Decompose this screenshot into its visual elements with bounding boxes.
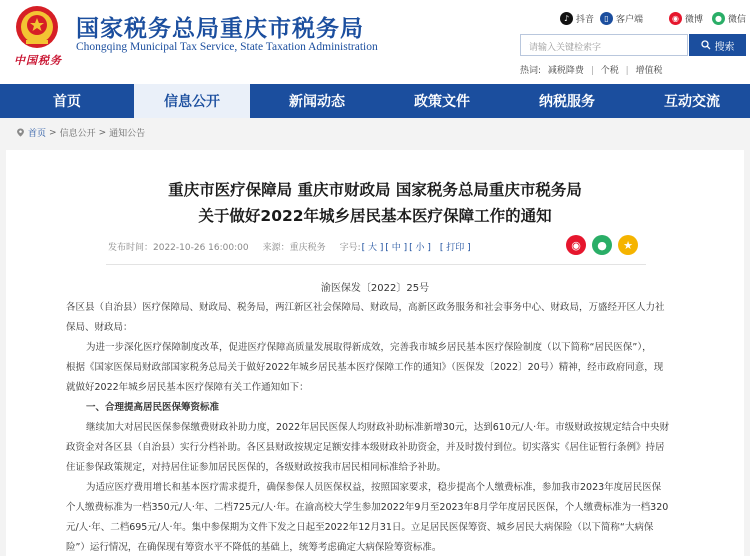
paragraph: 元/人·年、二档695元/人·年。集中参保期为文件下发之日起至2022年12月31日。立足居民医保筹资、城乡居民大病保险（以下简称“大病保: [66, 522, 654, 533]
nav-home[interactable]: 首页: [53, 94, 81, 110]
brand-script: 中国税务: [14, 54, 62, 67]
site-subtitle: Chongqing Municipal Tax Service, State Taxation Administration: [76, 41, 378, 53]
paragraph: 继续加大对居民医保参保缴费财政补助力度，2022年居民医保人均财政补助标准新增30元，达到610元/人·年。市级财政按规定结合中央财: [86, 422, 670, 433]
nav-tax-service[interactable]: 纳税服务: [539, 94, 595, 110]
qzone-share-icon[interactable]: ★: [618, 235, 638, 255]
breadcrumb-home[interactable]: 首页: [28, 129, 47, 139]
paragraph: 各区县（自治县）医疗保障局、财政局、税务局，两江新区社会保障局、财政局，高新区政务服务和社会事务中心、财政局，万盛经开区人力社: [66, 302, 665, 313]
main-nav: [0, 84, 750, 118]
font-size-label: 字号:: [339, 243, 361, 253]
hot-word-link[interactable]: 减税降费: [547, 66, 584, 76]
weibo-icon: ◉: [669, 12, 682, 25]
breadcrumb: 首页 > 信息公开 > 通知公告: [16, 126, 145, 139]
paragraph: 保局、财政局：: [66, 322, 133, 333]
nav-interaction[interactable]: 互动交流: [664, 94, 720, 110]
article-meta: [108, 240, 471, 253]
publish-time: 发布时间：2022-10-26 16:00:00: [108, 243, 249, 253]
font-size-small[interactable]: [ 小 ]: [409, 243, 431, 253]
document-number: 渝医保发〔2022〕25号: [320, 283, 430, 294]
nav-info-public[interactable]: 信息公开: [134, 84, 250, 118]
paragraph: 就做好2022年城乡居民基本医疗保障有关工作通知如下：: [66, 382, 309, 393]
article-title-line1: 重庆市医疗保障局 重庆市财政局 国家税务总局重庆市税务局: [168, 181, 582, 199]
tax-emblem-icon: [12, 4, 62, 50]
site-title[interactable]: 国家税务总局重庆市税务局: [76, 16, 364, 42]
phone-icon: ▯: [600, 12, 613, 25]
wechat-icon: ●: [712, 12, 725, 25]
font-size-medium[interactable]: [ 中 ]: [385, 243, 408, 253]
paragraph: 为进一步深化医疗保障制度改革，促进医疗保障高质量发展取得新成效，完善我市城乡居民基本医疗保险制度（以下简称“居民医保”），: [86, 342, 652, 353]
breadcrumb-info-public[interactable]: 信息公开: [59, 129, 96, 139]
article-title-line2: 关于做好2022年城乡居民基本医疗保障工作的通知: [198, 207, 552, 225]
social-wechat[interactable]: ● 微信: [712, 12, 746, 25]
hot-words: 热词: 减税降费 | 个税 | 增值税: [520, 66, 663, 76]
paragraph: 险”）运行情况，在确保现有筹资水平不降低的基础上，统筹考虑确定大病保险筹资标准。: [66, 542, 442, 553]
location-icon: [16, 128, 25, 137]
social-douyin[interactable]: ♪ 抖音: [560, 12, 594, 25]
weibo-share-icon[interactable]: ◉: [566, 235, 586, 255]
hot-word-link[interactable]: 增值税: [635, 66, 663, 76]
nav-policy[interactable]: 政策文件: [414, 94, 470, 110]
divider: [106, 264, 646, 265]
breadcrumb-notices[interactable]: 通知公告: [109, 129, 146, 139]
site-header: [0, 0, 750, 84]
search-button[interactable]: 搜索: [689, 34, 746, 56]
paragraph: 住证参保政策规定，对持居住证参加居民医保的，各级财政按我市居民相同标准给予补助。: [66, 462, 447, 473]
paragraph: 为适应医疗费用增长和基本医疗需求提升，确保参保人员医保权益，按照国家要求，稳步提高个人缴费标准，参加我市2023年度居民医保: [86, 482, 662, 493]
print-button[interactable]: [ 打印 ]: [439, 243, 471, 253]
paragraph: 政资金对各区县（自治县）实行分档补助。各区县财政按规定足额安排本级财政补助资金，并及时拨付到位。切实落实《居住证暂行条例》持居: [66, 442, 665, 453]
douyin-icon: ♪: [560, 12, 573, 25]
article-source: 来源：重庆税务: [262, 243, 326, 253]
font-size-large[interactable]: [ 大 ]: [361, 243, 384, 253]
paragraph: 根据《国家医保局财政部国家税务总局关于做好2022年城乡居民基本医疗保障工作的通知》（医保发〔2022〕20号）精神，经市政府同意，现: [66, 362, 664, 373]
social-client[interactable]: ▯ 客户端: [600, 12, 643, 25]
paragraph: 个人缴费标准为一档350元/人·年、二档725元/人·年。在渝高校大学生参加2022年9月至2023年8月学年度居民医保，个人缴费标准为一档320: [66, 502, 669, 513]
nav-news[interactable]: 新闻动态: [289, 94, 345, 110]
social-weibo[interactable]: ◉ 微博: [669, 12, 703, 25]
wechat-share-icon[interactable]: ●: [592, 235, 612, 255]
hot-word-link[interactable]: 个税: [600, 66, 619, 76]
search-input[interactable]: 请输入关键检索字: [520, 34, 688, 56]
search-icon: [701, 40, 711, 50]
section-heading: 一、合理提高居民医保筹资标准: [86, 402, 220, 413]
article-card: [6, 150, 744, 556]
